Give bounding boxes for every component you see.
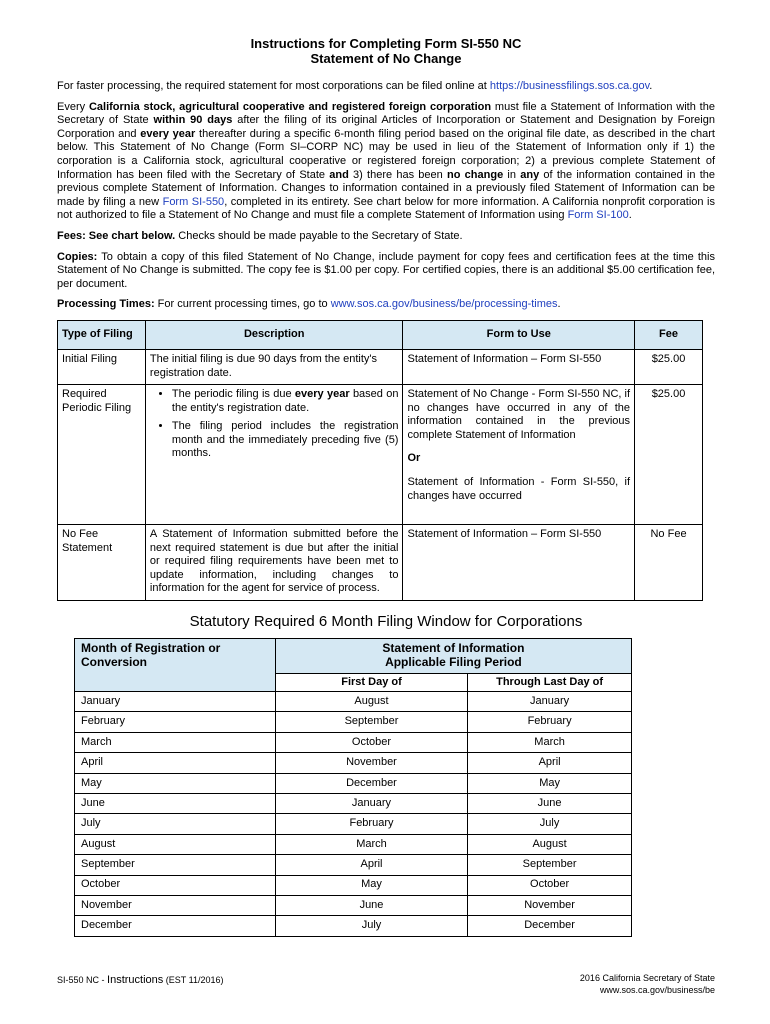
last-day-cell: July	[468, 814, 632, 834]
main-text: in	[503, 168, 521, 181]
fees-label: Fees: See chart below.	[57, 229, 176, 242]
main-text: 3) there has been	[348, 168, 448, 181]
table-row	[75, 753, 632, 773]
last-day-cell: March	[468, 732, 632, 752]
month-cell: April	[75, 753, 276, 773]
first-day-cell: August	[275, 692, 467, 712]
filing-type: Required Periodic Filing	[58, 385, 146, 525]
filing-types-table	[57, 320, 703, 601]
footer-form: SI-550 NC -	[57, 975, 108, 985]
copies-label: Copies:	[57, 250, 98, 263]
filing-type: Initial Filing	[58, 349, 146, 384]
main-text: .	[628, 209, 632, 222]
last-day-cell: June	[468, 794, 632, 814]
month-cell: October	[75, 875, 276, 895]
main-bold: any	[520, 168, 540, 181]
form-option-no-change: Statement of No Change - Form SI-550 NC, if no changes have occurred in any of the information contained in the previous complete Statement of Information	[407, 388, 631, 441]
header-filing-period-line1: Statement of Information	[382, 641, 525, 656]
month-cell: December	[75, 916, 276, 936]
main-text: , completed in its entirety. See chart below for more information. A California nonprofit corporation is not authorized to file a Statement of No Change and must file a complete Statement of Information using	[57, 195, 715, 222]
main-bold: no change	[447, 168, 504, 181]
last-day-cell: September	[468, 855, 632, 875]
main-bold: every year	[140, 127, 196, 140]
filing-type: No Fee Statement	[58, 525, 146, 601]
filing-fee: No Fee	[635, 525, 703, 601]
header-filing-period	[275, 639, 631, 674]
month-cell: August	[75, 834, 276, 854]
table-row	[75, 773, 632, 793]
filing-description: A Statement of Information submitted before the next required statement is due but after the initial or required filing requirements have been met to update information, including changes to information for the agent for service of process.	[145, 525, 403, 601]
header-last-day: Through Last Day of	[468, 674, 632, 692]
form-option-information: Statement of Information - Form SI-550, if changes have occurred	[407, 476, 631, 502]
header-fee: Fee	[635, 320, 703, 349]
month-cell: September	[75, 855, 276, 875]
table-row	[75, 875, 632, 895]
bullet-text: based on the entity's registration date.	[171, 388, 399, 414]
main-text: of the information contained in the previous complete Statement of Information. Changes to information contained in a previously filed Statement of Information can be made by filing a new	[57, 168, 716, 208]
bullet-item: • The filing period includes the registration month and the immediately preceding five (5) months.	[172, 420, 399, 461]
last-day-cell: November	[468, 895, 632, 915]
footer-est: (EST 11/2016)	[163, 975, 224, 985]
table-row	[75, 814, 632, 834]
window-header-row	[75, 639, 632, 674]
first-day-cell: July	[275, 916, 467, 936]
main-bold: within 90 days	[153, 114, 233, 127]
footer-copyright: 2016 California Secretary of State	[579, 973, 715, 983]
bullet-bold: every year	[294, 388, 350, 401]
last-day-cell: April	[468, 753, 632, 773]
table-header-row	[58, 320, 703, 349]
table-row	[58, 385, 703, 525]
header-form-to-use: Form to Use	[403, 320, 635, 349]
processing-times-link[interactable]: www.sos.ca.gov/business/be/processing-times	[330, 298, 558, 311]
header-type-of-filing: Type of Filing	[58, 320, 146, 349]
filing-fee: $25.00	[635, 385, 703, 525]
intro-text: For faster processing, the required statement for most corporations can be filed online at	[57, 80, 490, 92]
month-cell: July	[75, 814, 276, 834]
filing-description	[145, 385, 403, 525]
last-day-cell: February	[468, 712, 632, 732]
document-title	[57, 36, 715, 66]
table-row	[75, 692, 632, 712]
filing-window-table	[74, 638, 632, 937]
main-paragraph	[57, 101, 715, 223]
first-day-cell: January	[275, 794, 467, 814]
first-day-cell: April	[275, 855, 467, 875]
footer-instructions: Instructions	[107, 974, 164, 986]
or-label: Or	[407, 452, 421, 465]
table-row	[58, 349, 703, 384]
header-first-day: First Day of	[275, 674, 467, 692]
last-day-cell: December	[468, 916, 632, 936]
form-si-550-link[interactable]: Form SI-550	[162, 195, 225, 208]
last-day-cell: May	[468, 773, 632, 793]
header-description: Description	[145, 320, 403, 349]
filing-form: Statement of Information – Form SI-550	[403, 349, 635, 384]
last-day-cell: October	[468, 875, 632, 895]
month-cell: February	[75, 712, 276, 732]
main-text: must file a Statement of Information with the Secretary of State	[57, 100, 715, 127]
processing-end: .	[557, 298, 561, 311]
processing-label: Processing Times:	[57, 298, 155, 311]
month-cell: May	[75, 773, 276, 793]
footer-website: www.sos.ca.gov/business/be	[599, 985, 715, 995]
footer-right	[580, 972, 715, 996]
title-line-2: Statement of No Change	[310, 51, 462, 66]
main-bold: and	[329, 168, 349, 181]
table-row	[58, 525, 703, 601]
processing-text: For current processing times, go to	[154, 298, 331, 311]
bullet-list	[150, 388, 399, 461]
month-cell: January	[75, 692, 276, 712]
table-row	[75, 895, 632, 915]
filing-form: Statement of Information – Form SI-550	[403, 525, 635, 601]
fees-text: Checks should be made payable to the Secretary of State.	[175, 229, 463, 242]
processing-paragraph	[57, 298, 715, 312]
first-day-cell: November	[275, 753, 467, 773]
form-si-100-link[interactable]: Form SI-100	[567, 209, 629, 222]
main-text: thereafter during a specific 6-month filing period based on the original file date, as described in the chart below. This Statement of No Change (Form SI–CORP NC) may be used in lieu of the Statement of Information only if 1) the corporation is a California stock, agricultural cooperative or registered foreign corporation; 2) a previous complete Statement of Information has been filed with the Secretary of State	[57, 127, 715, 181]
copies-paragraph	[57, 251, 715, 292]
table-row	[75, 834, 632, 854]
first-day-cell: March	[275, 834, 467, 854]
table-row	[75, 732, 632, 752]
filing-form	[403, 385, 635, 525]
filing-description: The initial filing is due 90 days from the entity's registration date.	[145, 349, 403, 384]
first-day-cell: December	[275, 773, 467, 793]
bullet-item	[172, 388, 399, 415]
table-row	[75, 855, 632, 875]
fees-paragraph	[57, 230, 715, 244]
main-text: Every	[57, 100, 89, 113]
intro-paragraph	[57, 80, 715, 94]
intro-end: .	[649, 80, 653, 92]
last-day-cell: January	[468, 692, 632, 712]
first-day-cell: June	[275, 895, 467, 915]
table-row	[75, 794, 632, 814]
first-day-cell: May	[275, 875, 467, 895]
copies-text: To obtain a copy of this filed Statement of No Change, include payment for copy fees and certification fees at the time this Statement of No Change is submitted. The copy fee is $1.00 per copy. For certified copies, there is an additional $5.00 certification fee, per document.	[57, 250, 715, 290]
online-filing-link[interactable]: https://businessfilings.sos.ca.gov	[489, 80, 650, 92]
table-row	[75, 712, 632, 732]
first-day-cell: September	[275, 712, 467, 732]
document-page	[57, 36, 715, 937]
table-row	[75, 916, 632, 936]
title-line-1: Instructions for Completing Form SI-550 NC	[250, 36, 522, 51]
month-cell: June	[75, 794, 276, 814]
filing-window-title: Statutory Required 6 Month Filing Window for Corporations	[189, 613, 583, 631]
window-rows	[75, 692, 632, 937]
header-filing-period-line2: Applicable Filing Period	[385, 655, 522, 670]
header-month: Month of Registration or Conversion	[75, 639, 276, 692]
first-day-cell: October	[275, 732, 467, 752]
first-day-cell: February	[275, 814, 467, 834]
month-cell: March	[75, 732, 276, 752]
month-cell: November	[75, 895, 276, 915]
filing-fee: $25.00	[635, 349, 703, 384]
main-text: after the filing of its original Articles of Incorporation or Statement and Designation by Foreign Corporation and	[57, 114, 715, 140]
main-bold: California stock, agricultural cooperative and registered foreign corporation	[88, 100, 492, 113]
last-day-cell: August	[468, 834, 632, 854]
footer-form-id	[57, 974, 223, 986]
bullet-text: The periodic filing is due	[171, 388, 295, 401]
